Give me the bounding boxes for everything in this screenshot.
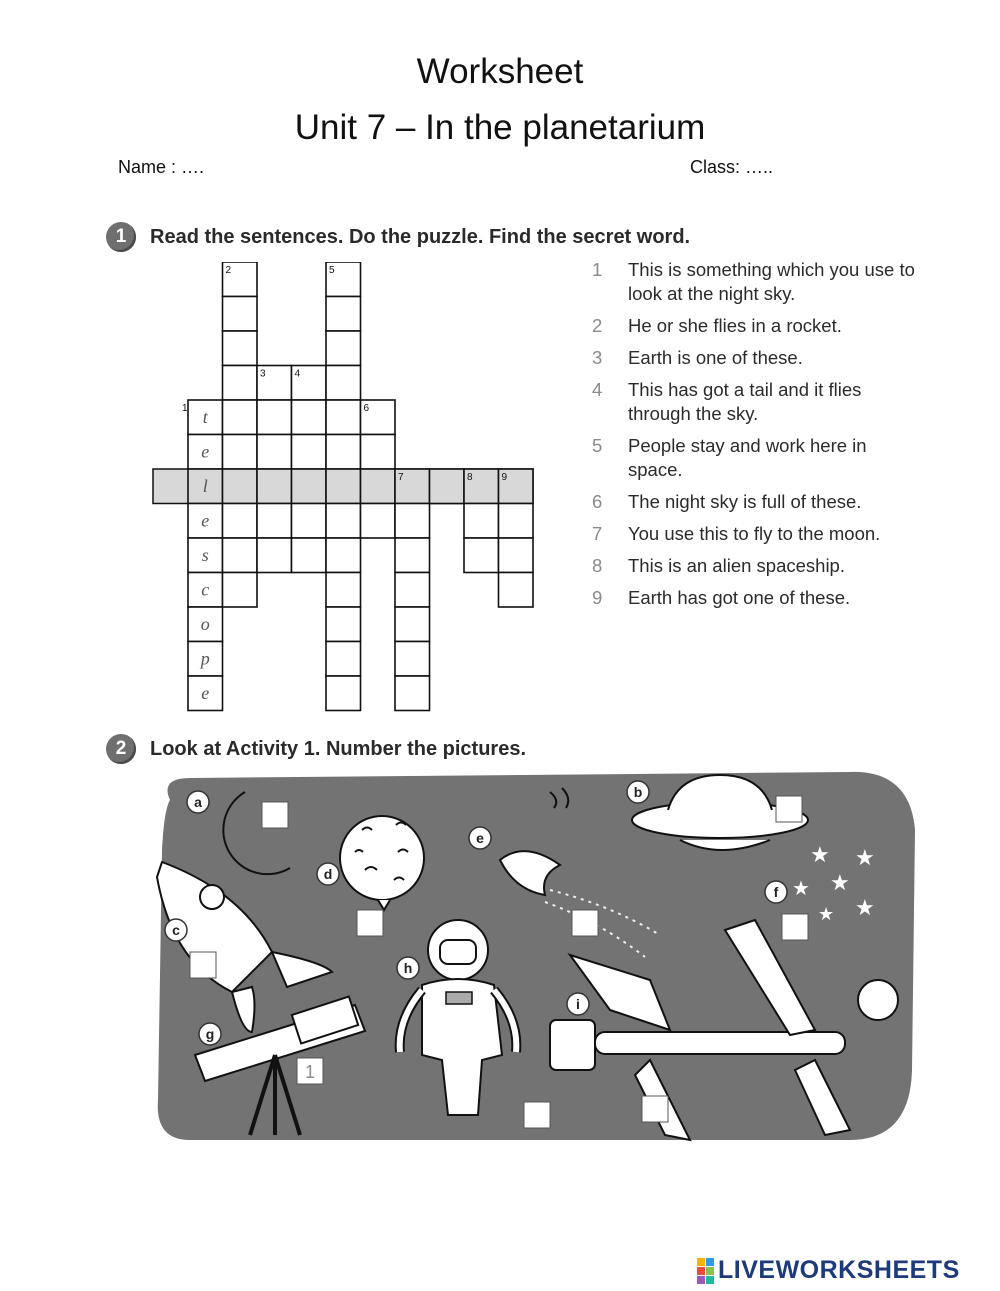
crossword-cell[interactable] [326,366,361,401]
crossword-cell[interactable] [292,400,327,435]
clue-item [592,258,922,306]
clue-item [592,586,922,610]
logo-block [697,1267,705,1275]
crossword-cell[interactable] [499,538,534,573]
clue-number-label: 5 [329,265,335,276]
crossword-cell[interactable] [223,400,258,435]
logo-block [697,1276,705,1284]
activity2-instruction: Look at Activity 1. Number the pictures. [150,737,527,760]
clue-text: This has got a tail and it flies through the sky. [628,379,862,424]
picture-label-letter: h [403,960,413,976]
clue-number: 5 [592,435,603,456]
class-label: Class: ….. [690,157,774,177]
crossword-cell[interactable] [223,538,258,573]
clue-number: 1 [592,259,603,280]
clue-number: 7 [592,523,603,544]
crossword-cell[interactable] [326,435,361,470]
clue-number: 6 [592,491,603,512]
crossword-cell[interactable] [395,504,430,539]
crossword-cell[interactable] [326,331,361,366]
crossword-cell[interactable] [257,504,292,539]
clue-text: He or she flies in a rocket. [628,315,842,336]
prefilled-letter: e [201,441,210,462]
crossword-cell[interactable] [292,469,327,504]
clue-text: The night sky is full of these. [628,491,862,512]
crossword-cell[interactable] [464,504,499,539]
clue-number-label: 3 [260,368,266,380]
prefilled-letter: e [201,683,210,703]
clue-number: 9 [592,587,603,608]
crossword-cell[interactable] [395,642,430,677]
crossword-cell[interactable] [326,676,361,711]
crossword-cell[interactable] [395,607,430,642]
picture-label-letter: a [194,794,202,810]
picture-label-letter: i [576,996,580,1012]
activity1-number-badge: 1 [106,222,136,252]
activity1-instruction: Read the sentences. Do the puzzle. Find the secret word. [150,225,691,248]
picture-label-letter: b [633,784,643,800]
crossword-cell[interactable] [223,435,258,470]
crossword-cell[interactable] [361,469,396,504]
prefilled-letter: t [202,407,208,427]
clue-item [592,490,922,514]
clue-number-label: 4 [294,368,301,380]
worksheet-title: Worksheet [416,52,584,91]
svg-text:★: ★ [830,871,850,896]
crossword-cell[interactable] [395,538,430,573]
answer-box[interactable] [262,802,288,828]
answer-box[interactable] [190,952,216,978]
clue-text: Earth is one of these. [628,347,803,368]
crossword-cell[interactable] [257,435,292,470]
picture-label-letter: f [773,884,779,900]
clue-number-label: 2 [225,265,232,276]
picture-label-letter: g [205,1026,215,1042]
crossword-cell[interactable] [257,469,292,504]
crossword-cell[interactable] [361,504,396,539]
crossword-cell[interactable] [395,676,430,711]
answer-box[interactable] [776,796,802,822]
activity2-heading [106,734,526,764]
answer-box[interactable] [782,914,808,940]
clue-text: You use this to fly to the moon. [628,523,881,544]
prefilled-letter: c [201,579,210,600]
clue-text: This is an alien spaceship. [628,555,845,576]
picture-label-letter: e [476,830,484,846]
answer-box[interactable] [524,1102,550,1128]
crossword-cell[interactable] [292,435,327,470]
clue-item [592,314,922,338]
crossword-cell[interactable] [326,297,361,332]
clue-item [592,522,922,546]
logo-block [697,1258,705,1266]
crossword-cell[interactable] [326,504,361,539]
logo-block [706,1267,714,1275]
crossword-cell[interactable] [499,573,534,608]
clue-text: This is something which you use to look at the night sky. [628,259,915,304]
clue-number: 8 [592,555,603,576]
crossword-cell[interactable] [326,573,361,608]
name-label: Name : …. [118,157,205,177]
worksheet-subtitle: Unit 7 – In the planetarium [294,108,706,147]
crossword-cell[interactable] [223,297,258,332]
crossword-cell[interactable] [223,469,258,504]
svg-text:★: ★ [855,896,875,921]
clue-item [592,554,922,578]
logo-text: LIVEWORKSHEETS [718,1256,960,1284]
clue-number-label: 6 [363,403,370,414]
crossword-cell[interactable] [464,538,499,573]
answer-box[interactable] [357,910,383,936]
clue-number-label: 7 [398,472,404,483]
clue-number-label: 9 [501,472,508,483]
crossword-cell[interactable] [326,642,361,677]
svg-text:★: ★ [855,846,875,871]
logo-block [706,1276,714,1284]
clue-list [592,258,922,618]
prefilled-letter: s [201,545,209,565]
clue-text: Earth has got one of these. [628,587,851,608]
activity2-number-badge: 2 [106,734,136,764]
crossword-cell[interactable] [257,538,292,573]
clue-item [592,346,922,370]
clue-number: 2 [592,315,603,336]
crossword-cell[interactable] [223,331,258,366]
prefilled-letter: l [202,476,208,496]
crossword-cell[interactable] [326,538,361,573]
answer-box[interactable] [642,1096,668,1122]
clue-text: People stay and work here in space. [628,435,867,480]
picture-label-letter: d [323,866,333,882]
prefilled-letter: e [201,510,210,531]
crossword-cell[interactable] [292,504,327,539]
answer-box[interactable] [572,910,598,936]
svg-text:★: ★ [818,904,835,925]
clue-item [592,378,922,426]
crossword-cell[interactable] [395,573,430,608]
svg-text:★: ★ [792,876,810,900]
crossword-cell[interactable] [499,504,534,539]
crossword-cell[interactable] [430,469,465,504]
crossword-grid [150,262,550,712]
space-pictures-panel [150,770,920,1142]
clue-item [592,434,922,482]
prefilled-letter: o [200,614,210,634]
crossword-cell[interactable] [223,573,258,608]
clue-number-label: 8 [467,472,473,483]
logo-block [706,1258,714,1266]
clue-number: 3 [592,347,603,368]
crossword-cell[interactable] [223,366,258,401]
svg-text:★: ★ [810,843,830,868]
crossword-cell[interactable] [257,400,292,435]
example-answer: 1 [304,1062,316,1082]
clue-number-label: 1 [182,403,188,414]
crossword-cell[interactable] [223,504,258,539]
logo-mark-icon [697,1258,714,1284]
liveworksheets-logo [697,1256,960,1285]
crossword-cell[interactable] [292,538,327,573]
picture-label-letter: c [172,922,180,938]
crossword-cell[interactable] [326,607,361,642]
crossword-cell[interactable] [326,400,361,435]
crossword-cell[interactable] [361,435,396,470]
prefilled-letter: p [200,648,210,669]
activity1-heading [106,222,690,252]
crossword-cell[interactable] [326,469,361,504]
clue-number: 4 [592,379,603,400]
